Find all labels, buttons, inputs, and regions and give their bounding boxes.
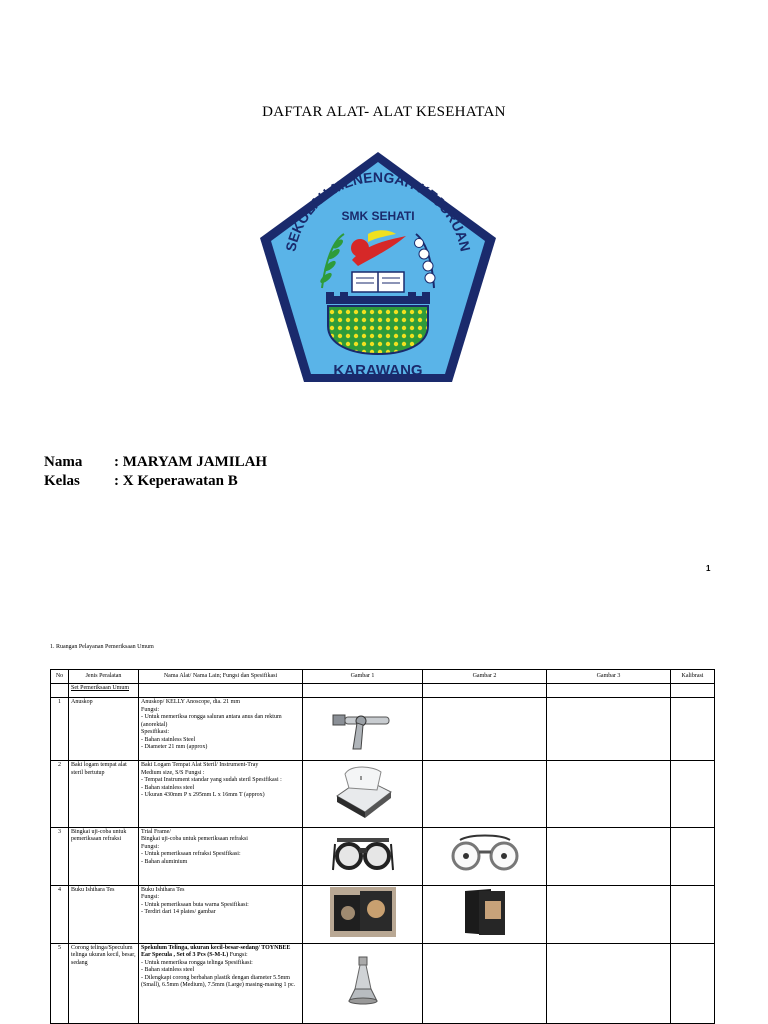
col-header-kalibrasi: Kalibrasi	[671, 670, 715, 684]
equipment-table	[50, 669, 715, 1024]
document-title: DAFTAR ALAT- ALAT KESEHATAN	[262, 104, 506, 120]
school-logo	[256, 148, 500, 386]
row-desc: Baki Logam Tempat Alat Steril/ Instrument-Tray Medium size, S/S Fungsi : - Tempat Instrument standar yang sudah steril Spesifikasi : - Bahan stainless steel - Ukuran 430mm P x 295mm L x 16mm T (approx)	[141, 762, 282, 798]
table-row	[51, 698, 715, 761]
trial-frame-image	[446, 832, 524, 876]
table-row	[51, 827, 715, 885]
table-group-row	[51, 684, 715, 698]
row-no: 2	[51, 761, 69, 828]
row-jenis: Buku Ishihara Tes	[69, 885, 139, 943]
row-desc-title: Spekulum Telinga, ukuran kecil-besar-sedang/ TOYNBEE Ear Specula , Set of 3 Pcs (S-M-L)	[141, 944, 291, 958]
row-jenis: Corong telinga/Speculum telinga ukuran kecil, besar, sedang	[69, 943, 139, 1023]
book-icon	[352, 272, 404, 292]
name-value: : MARYAM JAMILAH	[114, 454, 268, 470]
ishihara-book-image	[463, 887, 507, 937]
row-jenis: Anuskop	[69, 698, 139, 761]
col-header-gambar2: Gambar 2	[423, 670, 547, 684]
anoscope-image	[331, 701, 395, 753]
row-desc: Trial Frame/ Bingkai uji-coba untuk pemeriksaan refraksi Fungsi: - Untuk pemeriksaan refraksi Spesifikasi: - Bahan aluminium	[141, 828, 248, 865]
table-row	[51, 885, 715, 943]
page-number: 1	[706, 564, 711, 573]
logo-arc-text: SEKOLAH MENENGAH KEJURUAN	[282, 168, 474, 253]
logo-city: KARAWANG	[333, 362, 423, 379]
class-value: : X Keperawatan B	[114, 473, 238, 489]
student-class-line	[44, 473, 238, 490]
table-header-row	[51, 670, 715, 684]
ear-speculum-image	[343, 955, 383, 1007]
col-header-gambar3: Gambar 3	[547, 670, 671, 684]
logo-school-name: SMK SEHATI	[341, 209, 415, 223]
trial-frame-image	[331, 830, 395, 878]
instrument-tray-image	[331, 762, 395, 822]
table-row	[51, 761, 715, 828]
row-jenis: Bingkai uji-coba untuk pemeriksaan refraksi	[69, 827, 139, 885]
batik-shield	[328, 306, 428, 354]
row-no: 4	[51, 885, 69, 943]
student-name-line	[44, 454, 267, 471]
name-label: Nama	[44, 454, 83, 470]
row-no: 1	[51, 698, 69, 761]
ishihara-book-image	[330, 887, 396, 937]
col-header-jenis: Jenis Peralatan	[69, 670, 139, 684]
row-desc: Buku Ishihara Tes Fungsi: - Untuk pemeriksaan buta warna Spesifikasi: - Terdiri dari 14 plates/ gambar	[141, 886, 249, 915]
row-no: 3	[51, 827, 69, 885]
col-header-no: No	[51, 670, 69, 684]
col-header-gambar1: Gambar 1	[303, 670, 423, 684]
row-desc: Anuskop/ KELLY Anoscope, dia. 21 mm Fungsi: - Untuk memeriksa rongga saluran antara anus dan rektum (anorektal) Spesifikasi: - Bahan stainless Steel - Diameter 21 mm (approx)	[141, 699, 282, 750]
group-label: Set Pemeriksaan Umum	[69, 684, 139, 698]
row-jenis: Baki logam tempat alat steril bertutup	[69, 761, 139, 828]
table-row	[51, 943, 715, 1023]
row-no: 5	[51, 943, 69, 1023]
section-title: 1. Ruangan Pelayanan Pemeriksaan Umum	[50, 644, 154, 650]
col-header-nama: Nama Alat/ Nama Lain; Fungsi dan Spesifikasi	[139, 670, 303, 684]
class-label: Kelas	[44, 473, 80, 489]
row-desc: Fungsi: - Untuk memeriksa rongga telinga Spesifikasi: - Bahan stainless steel - Dilengkapi corong berbahan plastik dengan diameter 5.5mm (Small), 6.5mm (Medium), 7.5mm (Large) masing-masing 1 pc.	[141, 952, 296, 988]
